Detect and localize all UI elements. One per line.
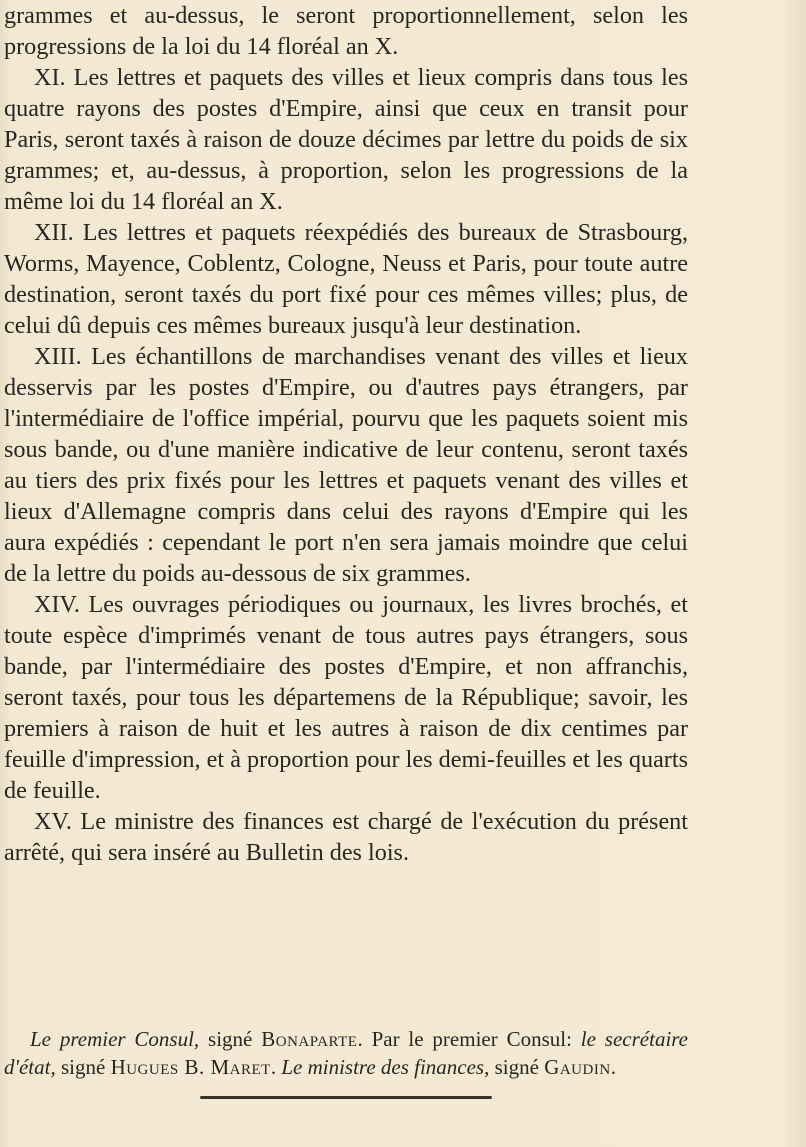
signature-signed-1: signé (199, 1027, 262, 1051)
signature-mid-1: . Par le premier Consul: (357, 1027, 581, 1051)
signature-signed-2: signé (55, 1055, 111, 1079)
article-xiv: XIV. Les ouvrages périodiques ou journaux, les livres brochés, et toute espèce d'imprimés venant de tous autres pays étrangers, sous bande, par l'intermédiaire des postes d'Empire, et non affranchis, seront taxés, pour tous les départemens de la République; savoir, les premiers à raison de huit et les autres à raison de dix centimes par feuille d'impression, et à proportion pour les demi-feuilles et les quarts de feuille. (4, 591, 688, 804)
signature-name-maret: Hugues B. Maret (110, 1055, 271, 1079)
signature-mid-2: . (270, 1055, 282, 1079)
article-xiii: XIII. Les échantillons de marchandises venant des villes et lieux desservis par les postes d'Empire, ou d'autres pays étrangers, par l'intermédiaire de l'office impérial, pourvu que les paquets soient mis sous bande, ou d'une manière indicative de leur contenu, seront taxés au tiers des prix fixés pour les lettres et paquets venant des villes et lieux d'Allemagne compris dans celui des rayons d'Empire qui les aura expédiés : cependant le port n'en sera jamais moindre que celui de la lettre du poids au-dessous de six grammes. (4, 343, 688, 587)
signature-block (4, 1025, 688, 1081)
signature-name-bonaparte: Bonaparte (261, 1027, 358, 1051)
signature-signed-3: signé (489, 1055, 545, 1079)
end-rule-divider (200, 1096, 492, 1099)
signature-title-consul: Le premier Consul, (30, 1027, 200, 1051)
signature-end: . (610, 1055, 616, 1079)
article-xv: XV. Le ministre des finances est chargé de l'exécution du présent arrêté, qui sera inséré au Bulletin des lois. (4, 808, 688, 866)
signature-title-secretary: le secrétaire d'état, (4, 1027, 688, 1079)
article-xi: XI. Les lettres et paquets des villes et lieux compris dans tous les quatre rayons des postes d'Empire, ainsi que ceux en transit pour Paris, seront taxés à raison de douze décimes par lettre du poids de six grammes; et, au-dessus, à proportion, selon les progressions de la même loi du 14 floréal an X. (4, 64, 688, 215)
paragraph-continuation: grammes et au-dessus, le seront proportionnellement, selon les progressions de la loi du 14 floréal an X. (4, 2, 688, 60)
article-xii: XII. Les lettres et paquets réexpédiés des bureaux de Strasbourg, Worms, Mayence, Coblentz, Cologne, Neuss et Paris, pour toute autre destination, seront taxés du port fixé pour ces mêmes villes; plus, de celui dû depuis ces mêmes bureaux jusqu'à leur destination. (4, 219, 688, 339)
body-text (4, 0, 688, 868)
signature-name-gaudin: Gaudin (544, 1055, 611, 1079)
signature-title-minister: Le ministre des finances, (281, 1055, 490, 1079)
